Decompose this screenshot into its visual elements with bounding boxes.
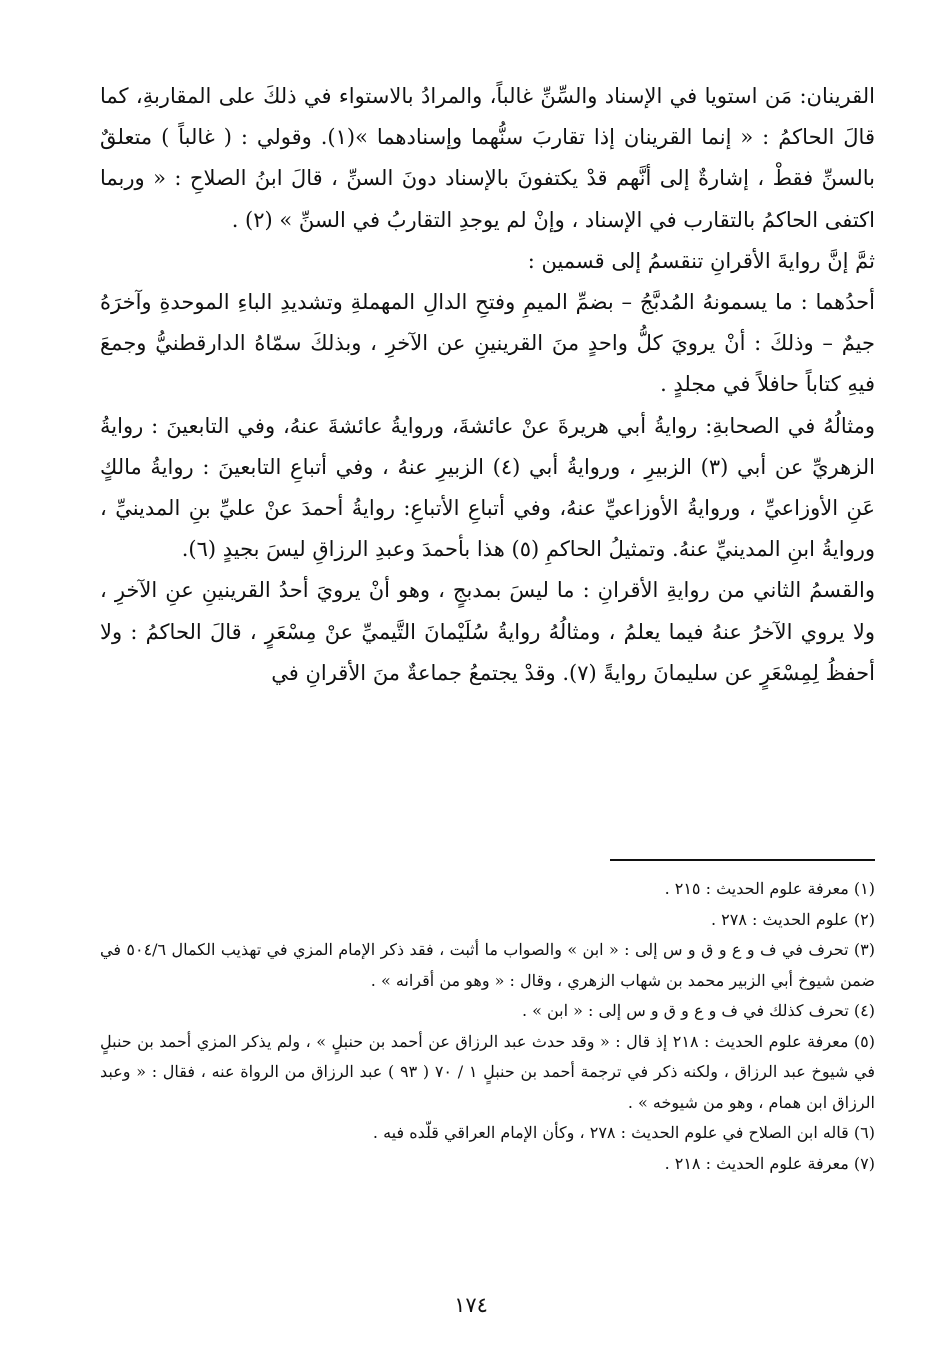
footnote-divider [610,859,875,861]
paragraph-mudabbaj: أحدُهما : ما يسمونهُ المُدبَّجُ – بضمِّ الميمِ وفتحِ الدالِ المهملةِ وتشديدِ الباءِ الموحدةِ وآخرَهُ جيمٌ – وذلكَ : أنْ يرويَ كلُّ واحدٍ منَ القرينينِ عن الآخرِ ، وبذلكَ سمّاهُ الدارقطنيُّ وجمعَ فيهِ كتاباً حافلاً في مجلدٍ . [100,290,875,397]
paragraph-division: ثمَّ إنَّ روايةَ الأقرانِ تنقسمُ إلى قسمين : [527,248,875,273]
footnote-1: (١) معرفة علوم الحديث : ٢١٥ . [664,879,875,898]
footnote-2: (٢) علوم الحديث : ٢٧٨ . [711,909,875,929]
footnote-4: (٤) تحرف كذلك في ف و ع و ق و س إلى : « ابن » . [521,1001,875,1020]
footnote-7: (٧) معرفة علوم الحديث : ٢١٨ . [664,1153,875,1173]
main-text [100,76,875,694]
footnotes [100,874,875,1179]
footnote-3: (٣) تحرف في ف و ع و ق و س إلى : « ابن » والصواب ما أثبت ، فقد ذكر الإمام المزي في تهذيب الكمال ٥٠٤/٦ في ضمن شيوخ أبي الزبير محمد بن شهاب الزهري ، وقال : « وهو من أقرانه » . [100,940,875,990]
paragraph-qarinan: القرينان: مَن استويا في الإسناد والسِّنِّ غالباً، والمرادُ بالاستواء في ذلكَ على المقاربةِ، كما قالَ الحاكمُ : « إنما القرينان إذا تقاربَ سنُّهما وإسنادهما »(١). وقولي : ( غالباً ) متعلقٌ بالسنِّ فقطْ ، إشارةٌ إلى أنَّهم قدْ يكتفونَ بالإسناد دونَ السنِّ ، قالَ ابنُ الصلاحِ : « وربما اكتفى الحاكمُ بالتقارب في الإسناد ، وإنْ لم يوجدِ التقاربُ في السنِّ » (٢) . [100,84,875,232]
footnote-6: (٦) قاله ابن الصلاح في علوم الحديث : ٢٧٨ ، وكأن الإمام العراقي قلّده فيه . [372,1123,875,1142]
page-number: ١٧٤ [454,1293,488,1317]
footnote-5: (٥) معرفة علوم الحديث : ٢١٨ إذ قال : « وقد حدث عبد الرزاق عن أحمد بن حنبلٍ » ، ولم يذكر المزي أحمد بن حنبلٍ في شيوخ عبد الرزاق ، ولكنه ذكر في ترجمة أحمد بن حنبلٍ ١ / ٧٠ ( ٩٣ ) عبد الرزاق من الرواة عنه ، فقال : « وعبد الرزاق ابن همام ، وهو من شيوخه » . [100,1031,876,1112]
paragraph-examples: ومثالُهُ في الصحابةِ: روايةُ أبي هريرةَ عنْ عائشةَ، وروايةُ عائشةَ عنهُ، وفي التابعينَ : روايةُ الزهريِّ عن أبي (٣) الزبيرِ ، وروايةُ أبي (٤) الزبيرِ عنهُ ، وفي أتباعِ التابعينَ : روايةُ مالكٍ عَنِ الأوزاعيِّ ، وروايةُ الأوزاعيِّ عنهُ، وفي أتباعِ الأتباعِ: روايةُ أحمدَ عنْ عليِّ بنِ المدينيِّ ، وروايةُ ابنِ المدينيِّ عنهُ. وتمثيلُ الحاكمِ (٥) هذا بأحمدَ وعبدِ الرزاقِ ليسَ بجيدٍ (٦). [100,413,875,562]
paragraph-second-type: والقسمُ الثاني من روايةِ الأقرانِ : ما ليسَ بمدبجٍ ، وهو أنْ يرويَ أحدُ القرينينِ عنِ الآخرِ ، ولا يروي الآخرُ عنهُ فيما يعلمُ ، ومثالُهُ روايةُ سُلَيْمانَ التَّيميِّ عنْ مِسْعَرٍ ، قالَ الحاكمُ : ولا أحفظُ لِمِسْعَرٍ عن سليمانَ روايةً (٧). وقدْ يجتمعُ جماعةٌ منَ الأقرانِ في [100,578,875,685]
